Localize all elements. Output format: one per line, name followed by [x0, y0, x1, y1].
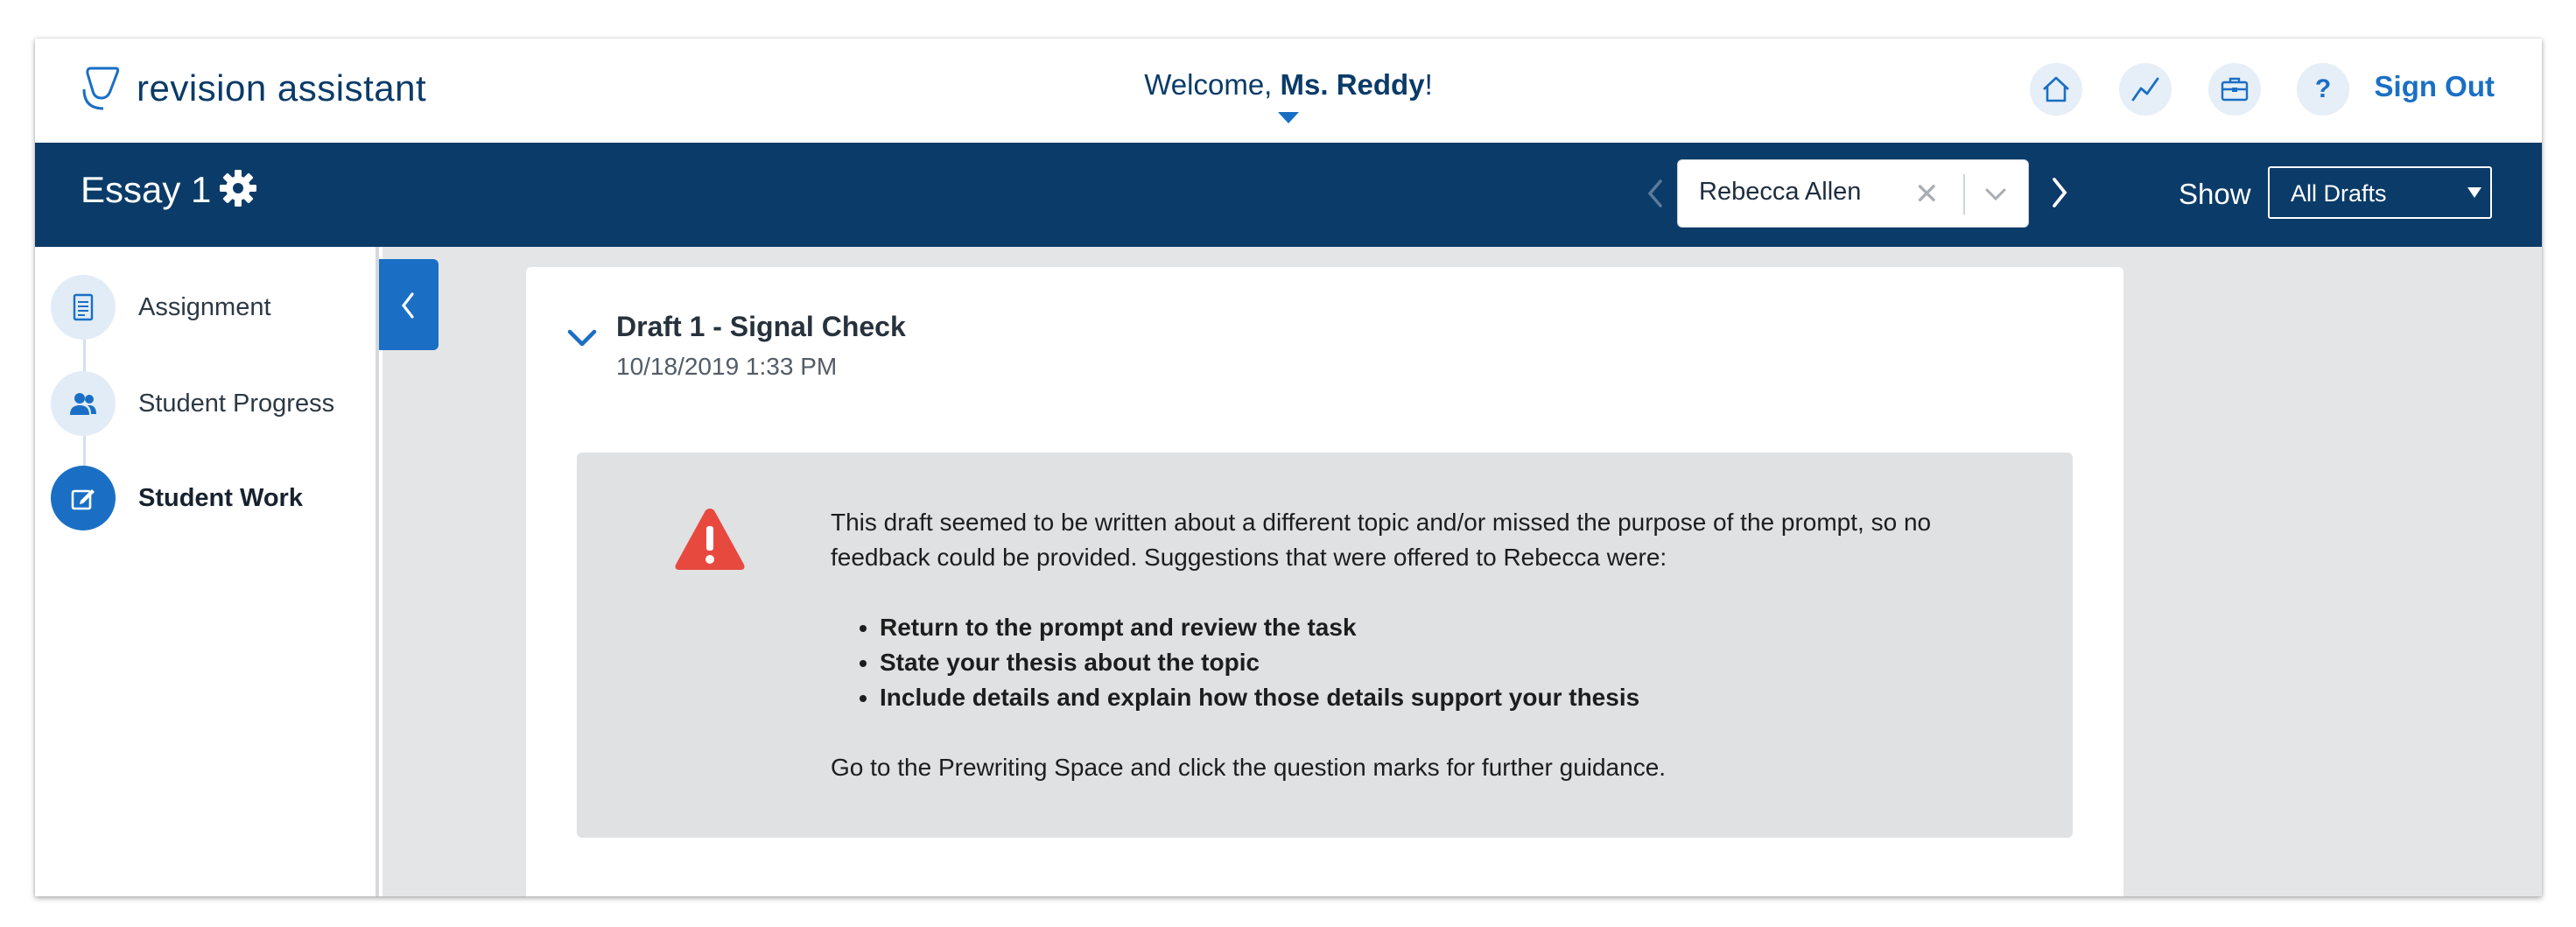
app-window — [35, 39, 2542, 896]
suggestion-list — [880, 610, 1969, 715]
logo-text: revision assistant — [137, 67, 427, 109]
edit-icon — [68, 483, 98, 513]
draft-card — [526, 267, 2123, 896]
select-divider — [1963, 174, 1965, 214]
show-label: Show — [2179, 178, 2251, 210]
sidebar — [35, 247, 379, 896]
list-item: • Include details and explain how those details support your thesis — [880, 680, 1969, 715]
alert-message — [831, 505, 1969, 785]
drafts-filter-value: All Drafts — [2291, 180, 2387, 207]
help-icon: ? — [2314, 74, 2332, 103]
clear-selection-icon[interactable]: ✕ — [1914, 178, 1940, 211]
top-header — [35, 39, 2542, 143]
users-icon — [68, 389, 98, 418]
sidebar-item-label: Student Progress — [138, 389, 335, 418]
caret-down-icon — [2467, 187, 2481, 198]
warning-icon — [673, 505, 747, 573]
user-menu-caret-icon[interactable] — [1278, 112, 1299, 123]
collapse-sidebar-button[interactable] — [379, 259, 439, 350]
sidebar-item-student-progress[interactable] — [51, 371, 334, 436]
sidebar-item-assignment[interactable] — [51, 275, 271, 340]
list-item: • State your thesis about the topic — [880, 645, 1969, 680]
collapse-draft-chevron-icon[interactable] — [565, 327, 600, 349]
signal-check-alert — [577, 453, 2073, 838]
welcome-suffix: ! — [1424, 68, 1433, 101]
sidebar-item-label: Assignment — [138, 292, 271, 321]
draft-date: 10/18/2019 1:33 PM — [616, 353, 838, 380]
settings-gear-icon[interactable] — [217, 167, 259, 209]
portfolio-button[interactable] — [2208, 63, 2261, 116]
assignment-toolbar — [35, 143, 2542, 247]
progress-button[interactable] — [2119, 63, 2172, 116]
student-select[interactable] — [1677, 159, 2029, 228]
chevron-left-icon — [398, 291, 418, 320]
alert-intro: This draft seemed to be written about a different topic and/or missed the purpose of the prompt, so no feedback could be provided. Suggestions that were offered to Rebecca were: — [831, 509, 1932, 571]
help-button[interactable] — [2297, 63, 2349, 116]
sidebar-icon-circle — [51, 275, 116, 340]
briefcase-icon — [2219, 74, 2250, 105]
chevron-down-icon[interactable] — [1983, 183, 2009, 206]
drafts-filter-select[interactable] — [2268, 166, 2492, 219]
student-select-value: Rebecca Allen — [1699, 178, 1862, 206]
document-icon — [68, 292, 98, 322]
draft-title[interactable]: Draft 1 - Signal Check — [616, 311, 906, 342]
list-item: • Return to the prompt and review the task — [880, 610, 1969, 645]
sign-out-link[interactable]: Sign Out — [2374, 70, 2495, 102]
sidebar-item-label: Student Work — [138, 483, 303, 512]
sidebar-item-student-work[interactable] — [51, 466, 303, 530]
alert-footer: Go to the Prewriting Space and click the question marks for further guidance. — [831, 754, 1667, 781]
sidebar-icon-circle — [51, 371, 116, 436]
main-content — [383, 247, 2542, 896]
essay-title: Essay 1 — [81, 169, 212, 210]
previous-student-icon[interactable] — [1644, 176, 1667, 211]
user-name: Ms. Reddy — [1280, 68, 1425, 101]
home-button[interactable] — [2030, 63, 2082, 116]
sidebar-icon-circle — [51, 466, 116, 530]
welcome-prefix: Welcome, — [1144, 68, 1281, 101]
next-student-icon[interactable] — [2048, 174, 2071, 211]
home-icon — [2040, 74, 2072, 105]
progress-chart-icon — [2130, 74, 2161, 105]
